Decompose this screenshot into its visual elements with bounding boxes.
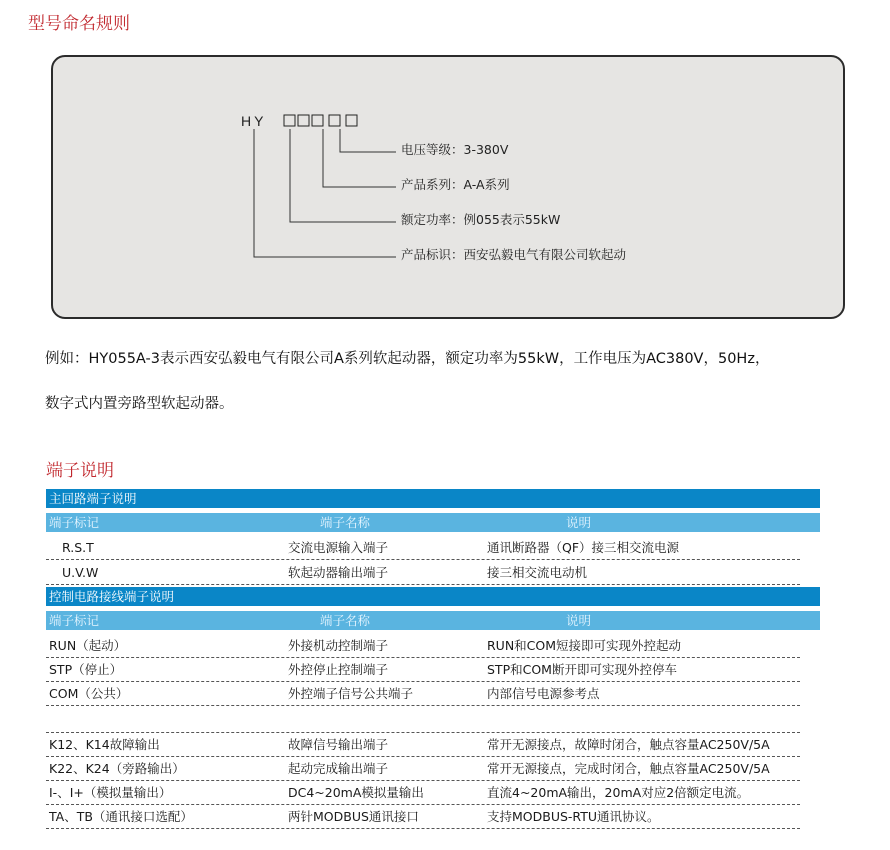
model-prefix: HY bbox=[241, 113, 267, 129]
table-row bbox=[46, 806, 800, 829]
cell-mark: COM（公共） bbox=[49, 686, 129, 701]
naming-item-voltage: 电压等级：3-380V bbox=[401, 142, 509, 157]
model-code-box bbox=[284, 115, 295, 126]
table-row bbox=[46, 635, 800, 658]
example-line-2: 数字式内置旁路型软起动器。 bbox=[45, 396, 234, 412]
cell-name: 起动完成输出端子 bbox=[288, 761, 389, 776]
table-row bbox=[46, 659, 800, 682]
terminals-heading: 端子说明 bbox=[46, 461, 114, 481]
connector-lines bbox=[254, 129, 396, 257]
cell-name: 外接机动控制端子 bbox=[288, 638, 389, 653]
main-circuit-header bbox=[46, 513, 820, 532]
cell-desc: STP和COM断开即可实现外控停车 bbox=[487, 662, 677, 677]
cell-desc: 常开无源接点，完成时闭合，触点容量AC250V/5A bbox=[487, 761, 770, 776]
model-code-boxes bbox=[284, 115, 357, 126]
cell-mark: RUN（起动） bbox=[49, 638, 127, 653]
cell-desc: 支持MODBUS-RTU通讯协议。 bbox=[487, 809, 660, 824]
cell-mark: K22、K24（旁路输出） bbox=[49, 761, 185, 776]
cell-name: 外控停止控制端子 bbox=[288, 662, 389, 677]
table-row-empty bbox=[46, 710, 800, 733]
control-circuit-header bbox=[46, 611, 820, 630]
cell-name: 软起动器输出端子 bbox=[288, 565, 389, 580]
cell-mark: R.S.T bbox=[62, 540, 94, 555]
table-row bbox=[46, 683, 800, 706]
table-row bbox=[46, 562, 800, 585]
model-code-box bbox=[346, 115, 357, 126]
naming-item-power: 额定功率：例055表示55kW bbox=[401, 212, 561, 227]
cell-name: 外控端子信号公共端子 bbox=[288, 686, 414, 701]
header-terminal-name: 端子名称 bbox=[320, 515, 371, 530]
cell-name: 故障信号输出端子 bbox=[288, 737, 389, 752]
naming-rules-heading: 型号命名规则 bbox=[28, 14, 130, 34]
header-description: 说明 bbox=[566, 515, 592, 530]
connector-line bbox=[254, 129, 396, 257]
example-line-1: 例如：HY055A-3表示西安弘毅电气有限公司A系列软起动器，额定功率为55kW，工作电压为AC380V，50Hz， bbox=[45, 351, 770, 367]
cell-desc: 通讯断路器（QF）接三相交流电源 bbox=[487, 540, 680, 555]
main-circuit-title-bar bbox=[46, 489, 820, 508]
control-circuit-title-bar bbox=[46, 587, 820, 606]
cell-desc: 内部信号电源参考点 bbox=[487, 686, 600, 701]
connector-line bbox=[340, 129, 396, 152]
cell-name: DC4~20mA模拟量输出 bbox=[288, 785, 424, 800]
cell-name: 两针MODBUS通讯接口 bbox=[288, 809, 419, 824]
header-description: 说明 bbox=[566, 613, 592, 628]
cell-desc: 常开无源接点，故障时闭合，触点容量AC250V/5A bbox=[487, 737, 770, 752]
table-row bbox=[46, 782, 800, 805]
control-circuit-title: 控制电路接线端子说明 bbox=[49, 589, 175, 604]
cell-mark: I-、I+（模拟量输出） bbox=[49, 785, 172, 800]
cell-desc: 接三相交流电动机 bbox=[487, 565, 588, 580]
cell-mark: K12、K14故障输出 bbox=[49, 737, 160, 752]
table-row bbox=[46, 537, 800, 560]
naming-item-identifier: 产品标识：西安弘毅电气有限公司软起动 bbox=[401, 247, 627, 262]
model-code-box bbox=[329, 115, 340, 126]
table-row bbox=[46, 758, 800, 781]
model-code-box bbox=[312, 115, 323, 126]
cell-mark: U.V.W bbox=[62, 565, 99, 580]
cell-mark: STP（停止） bbox=[49, 662, 123, 677]
cell-name: 交流电源输入端子 bbox=[288, 540, 389, 555]
cell-desc: 直流4~20mA输出，20mA对应2倍额定电流。 bbox=[487, 785, 750, 800]
cell-mark: TA、TB（通讯接口选配） bbox=[49, 809, 193, 824]
connector-line bbox=[290, 129, 396, 222]
header-terminal-mark: 端子标记 bbox=[49, 613, 100, 628]
naming-item-series: 产品系列：A-A系列 bbox=[401, 177, 510, 192]
naming-diagram-box bbox=[51, 55, 845, 319]
model-code-box bbox=[298, 115, 309, 126]
main-circuit-title: 主回路端子说明 bbox=[49, 491, 137, 506]
cell-desc: RUN和COM短接即可实现外控起动 bbox=[487, 638, 682, 653]
header-terminal-mark: 端子标记 bbox=[49, 515, 100, 530]
table-row bbox=[46, 734, 800, 757]
header-terminal-name: 端子名称 bbox=[320, 613, 371, 628]
connector-line bbox=[323, 129, 396, 187]
naming-diagram bbox=[53, 57, 847, 321]
